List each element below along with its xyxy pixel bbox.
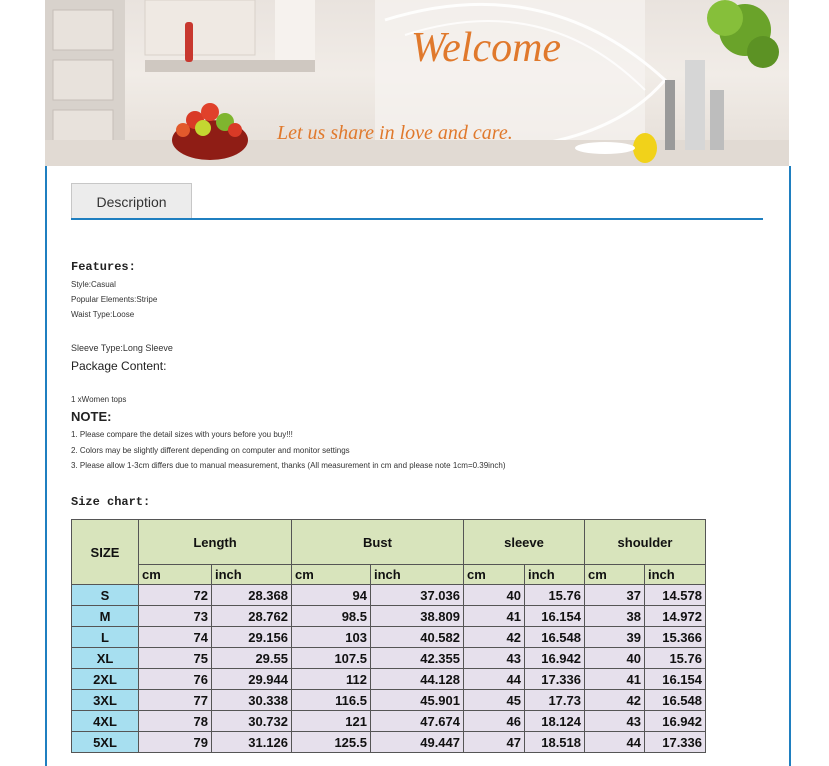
table-cell: 41 [585, 669, 645, 690]
unit-cell: inch [212, 565, 292, 585]
table-cell: 112 [292, 669, 371, 690]
table-cell: 14.972 [645, 606, 706, 627]
table-cell: 78 [139, 711, 212, 732]
size-chart-title: Size chart: [71, 495, 151, 509]
lemon-icon [633, 133, 657, 163]
table-cell: 18.518 [525, 732, 585, 753]
table-cell: 15.366 [645, 627, 706, 648]
size-label: L [72, 627, 139, 648]
table-cell: 116.5 [292, 690, 371, 711]
table-row [72, 627, 706, 648]
table-cell: 44 [585, 732, 645, 753]
features-heading: Features: [71, 260, 136, 274]
table-cell: 125.5 [292, 732, 371, 753]
header-bust: Bust [292, 520, 464, 565]
table-cell: 47.674 [371, 711, 464, 732]
table-row [72, 669, 706, 690]
table-cell: 103 [292, 627, 371, 648]
table-cell: 30.732 [212, 711, 292, 732]
table-cell: 15.76 [525, 585, 585, 606]
table-row [72, 732, 706, 753]
table-cell: 16.548 [645, 690, 706, 711]
table-cell: 16.548 [525, 627, 585, 648]
size-chart-rows [72, 585, 706, 753]
table-cell: 16.154 [525, 606, 585, 627]
table-cell: 14.578 [645, 585, 706, 606]
table-cell: 28.368 [212, 585, 292, 606]
header-size: SIZE [72, 520, 139, 585]
table-cell: 18.124 [525, 711, 585, 732]
table-cell: 40.582 [371, 627, 464, 648]
unit-cell: inch [645, 565, 706, 585]
tab-description[interactable]: Description [71, 183, 192, 219]
table-row [72, 711, 706, 732]
table-cell: 44 [464, 669, 525, 690]
table-cell: 74 [139, 627, 212, 648]
size-label: XL [72, 648, 139, 669]
table-cell: 15.76 [645, 648, 706, 669]
table-cell: 42.355 [371, 648, 464, 669]
header-length: Length [139, 520, 292, 565]
note-heading: NOTE: [71, 409, 112, 424]
table-cell: 77 [139, 690, 212, 711]
table-cell: 31.126 [212, 732, 292, 753]
size-label: 2XL [72, 669, 139, 690]
table-cell: 121 [292, 711, 371, 732]
unit-cell: cm [464, 565, 525, 585]
note-line-2: 2. Colors may be slightly different depending on computer and monitor settings [71, 446, 350, 455]
size-label: 3XL [72, 690, 139, 711]
table-cell: 79 [139, 732, 212, 753]
table-cell: 73 [139, 606, 212, 627]
table-cell: 16.942 [525, 648, 585, 669]
table-cell: 47 [464, 732, 525, 753]
unit-cell: cm [139, 565, 212, 585]
feature-style: Style:Casual [71, 280, 116, 289]
feature-elements: Popular Elements:Stripe [71, 295, 158, 304]
unit-cell: inch [371, 565, 464, 585]
note-line-1: 1. Please compare the detail sizes with yours before you buy!!! [71, 430, 293, 439]
size-chart-table [71, 519, 706, 753]
table-cell: 42 [464, 627, 525, 648]
table-cell: 43 [464, 648, 525, 669]
size-label: S [72, 585, 139, 606]
size-label: 5XL [72, 732, 139, 753]
size-label: M [72, 606, 139, 627]
table-cell: 72 [139, 585, 212, 606]
table-cell: 38 [585, 606, 645, 627]
table-cell: 41 [464, 606, 525, 627]
header-sleeve: sleeve [464, 520, 585, 565]
table-cell: 17.336 [525, 669, 585, 690]
table-row [72, 690, 706, 711]
size-label: 4XL [72, 711, 139, 732]
table-row [72, 606, 706, 627]
table-cell: 29.156 [212, 627, 292, 648]
table-cell: 46 [464, 711, 525, 732]
banner-title: Welcome [411, 25, 562, 71]
feature-waist: Waist Type:Loose [71, 310, 135, 319]
table-cell: 29.944 [212, 669, 292, 690]
package-heading: Package Content: [71, 359, 167, 373]
table-row [72, 648, 706, 669]
table-cell: 75 [139, 648, 212, 669]
table-cell: 43 [585, 711, 645, 732]
unit-cell: inch [525, 565, 585, 585]
table-cell: 44.128 [371, 669, 464, 690]
table-cell: 49.447 [371, 732, 464, 753]
welcome-banner [45, 0, 789, 166]
unit-cell: cm [292, 565, 371, 585]
table-cell: 16.942 [645, 711, 706, 732]
table-row [72, 585, 706, 606]
table-cell: 30.338 [212, 690, 292, 711]
table-cell: 94 [292, 585, 371, 606]
table-cell: 28.762 [212, 606, 292, 627]
note-line-3: 3. Please allow 1-3cm differs due to manual measurement, thanks (All measurement in cm and please note 1cm=0.39inch) [71, 461, 506, 470]
header-shoulder: shoulder [585, 520, 706, 565]
table-cell: 45.901 [371, 690, 464, 711]
table-cell: 39 [585, 627, 645, 648]
table-cell: 76 [139, 669, 212, 690]
table-cell: 29.55 [212, 648, 292, 669]
unit-cell: cm [585, 565, 645, 585]
table-cell: 40 [464, 585, 525, 606]
table-cell: 42 [585, 690, 645, 711]
table-cell: 37.036 [371, 585, 464, 606]
table-cell: 98.5 [292, 606, 371, 627]
banner-tagline: Let us share in love and care. [277, 122, 513, 144]
table-cell: 40 [585, 648, 645, 669]
red-bottle-icon [185, 22, 193, 62]
package-content: 1 xWomen tops [71, 395, 127, 404]
table-cell: 38.809 [371, 606, 464, 627]
table-cell: 107.5 [292, 648, 371, 669]
table-cell: 37 [585, 585, 645, 606]
feature-sleeve: Sleeve Type:Long Sleeve [71, 343, 173, 353]
table-cell: 16.154 [645, 669, 706, 690]
table-cell: 17.73 [525, 690, 585, 711]
table-cell: 17.336 [645, 732, 706, 753]
table-cell: 45 [464, 690, 525, 711]
tab-underline [71, 218, 763, 220]
